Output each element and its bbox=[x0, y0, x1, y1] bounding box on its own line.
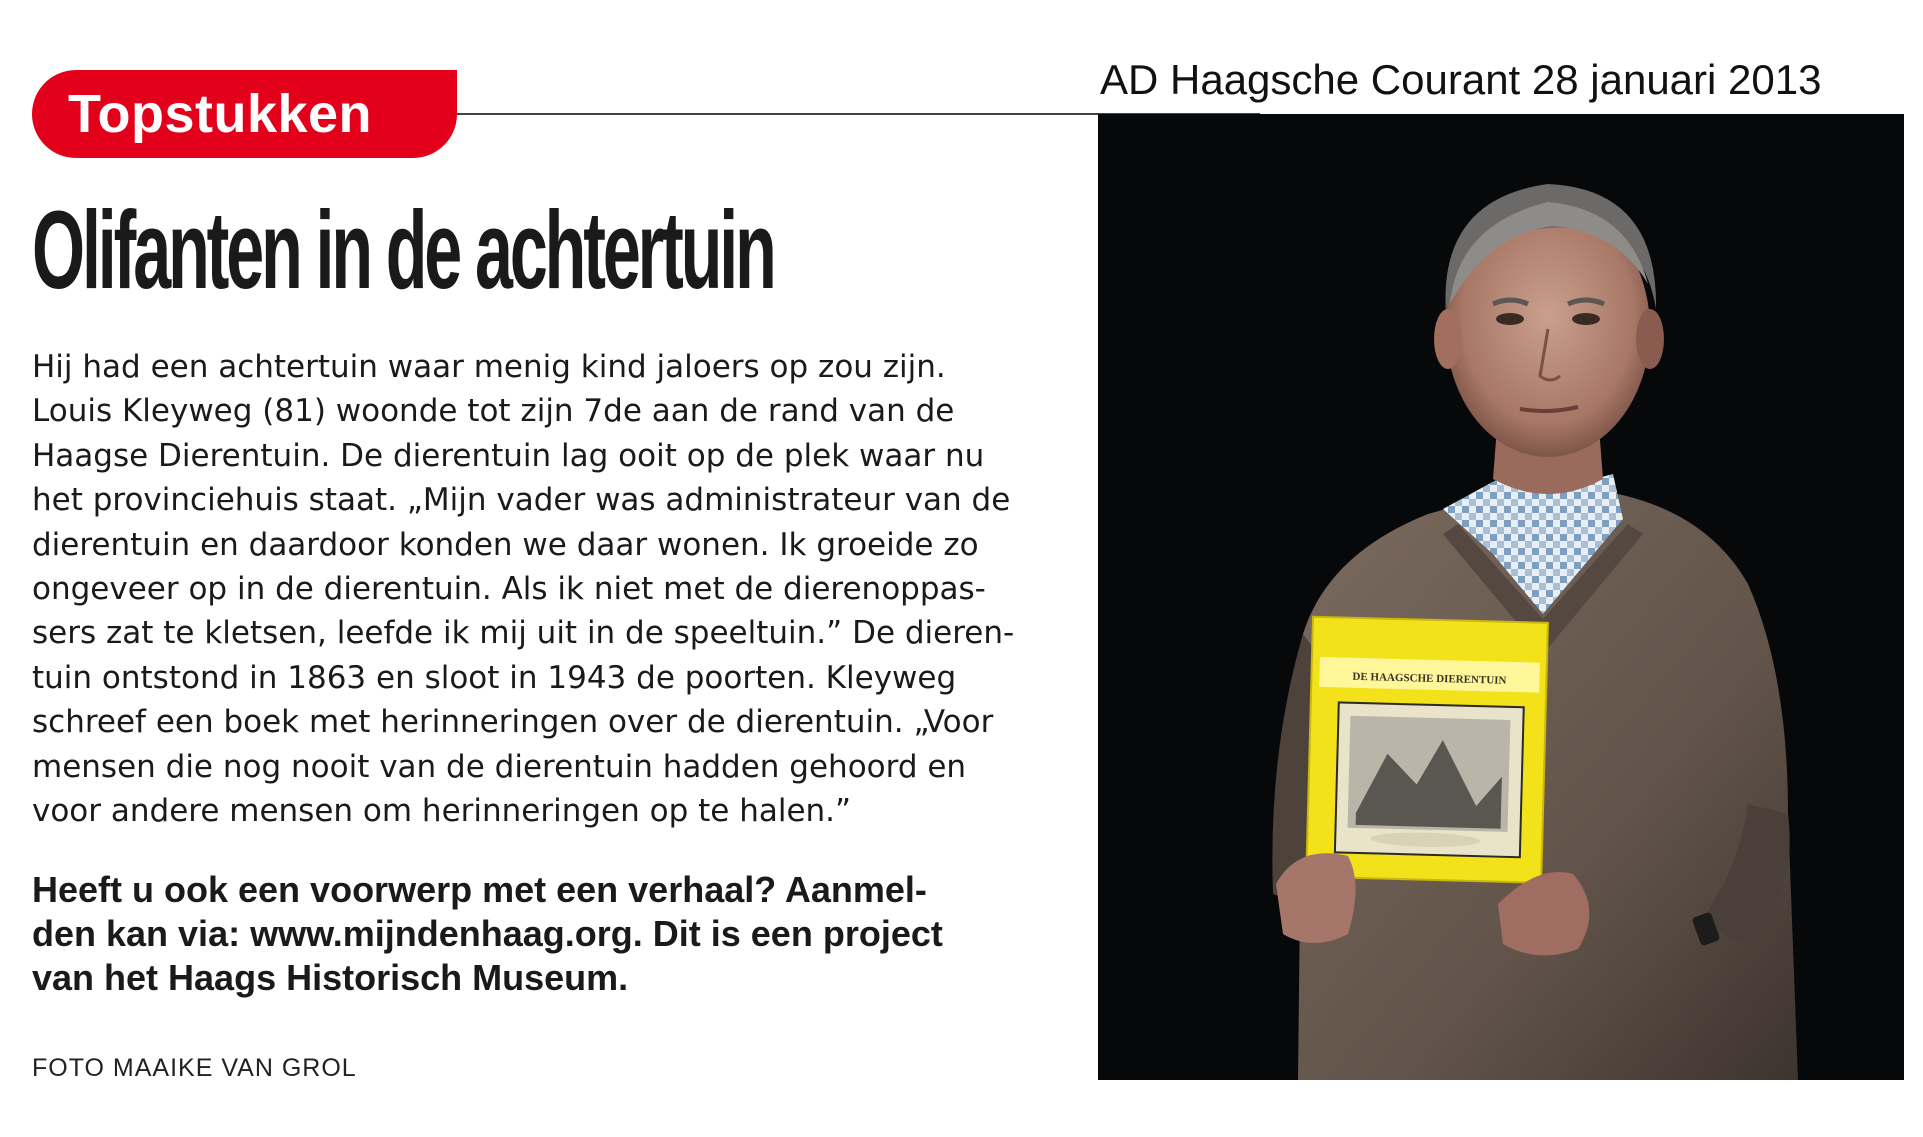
body-line: voor andere mensen om herinneringen op te halen.” bbox=[32, 793, 852, 830]
body-line: het provinciehuis staat. „Mijn vader was administrateur van de bbox=[32, 482, 1011, 519]
section-badge-label: Topstukken bbox=[68, 84, 373, 144]
book-cover bbox=[1306, 617, 1548, 883]
body-line: dierentuin en daardoor konden we daar wonen. Ik groeide zo bbox=[32, 526, 979, 563]
article-headline: Olifanten in de achtertuin bbox=[32, 189, 774, 312]
body-line: tuin ontstond in 1863 en sloot in 1943 de poorten. Kleyweg bbox=[32, 659, 957, 696]
portrait-photo bbox=[1098, 114, 1904, 1080]
cta-line: den kan via: www.mijndenhaag.org. Dit is een project bbox=[32, 913, 943, 954]
photo-credit: FOTO MAAIKE VAN GROL bbox=[32, 1054, 357, 1082]
newspaper-source: AD Haagsche Courant 28 januari 2013 bbox=[1100, 56, 1822, 103]
body-line: sers zat te kletsen, leefde ik mij uit in de speeltuin.” De dieren- bbox=[32, 615, 1015, 652]
body-line: schreef een boek met herinneringen over de dierentuin. „Voor bbox=[32, 704, 994, 741]
body-line: Hij had een achtertuin waar menig kind jaloers op zou zijn. bbox=[32, 349, 946, 385]
portrait-illustration bbox=[1098, 114, 1904, 1080]
book-title: DE HAAGSCHE DIERENTUIN bbox=[1352, 670, 1507, 687]
body-line: Louis Kleyweg (81) woonde tot zijn 7de aan de rand van de bbox=[32, 393, 955, 430]
call-to-action bbox=[32, 868, 1032, 1000]
cta-line: van het Haags Historisch Museum. bbox=[32, 957, 629, 998]
body-line: Haagse Dierentuin. De dierentuin lag ooit op de plek waar nu bbox=[32, 437, 985, 474]
body-line: ongeveer op in de dierentuin. Als ik niet met de dierenoppas- bbox=[32, 571, 986, 608]
section-badge bbox=[32, 70, 457, 158]
body-line: mensen die nog nooit van de dierentuin hadden gehoord en bbox=[32, 748, 967, 785]
cta-line: Heeft u ook een voorwerp met een verhaal? Aanmel- bbox=[32, 869, 927, 910]
article-body bbox=[32, 345, 1032, 833]
